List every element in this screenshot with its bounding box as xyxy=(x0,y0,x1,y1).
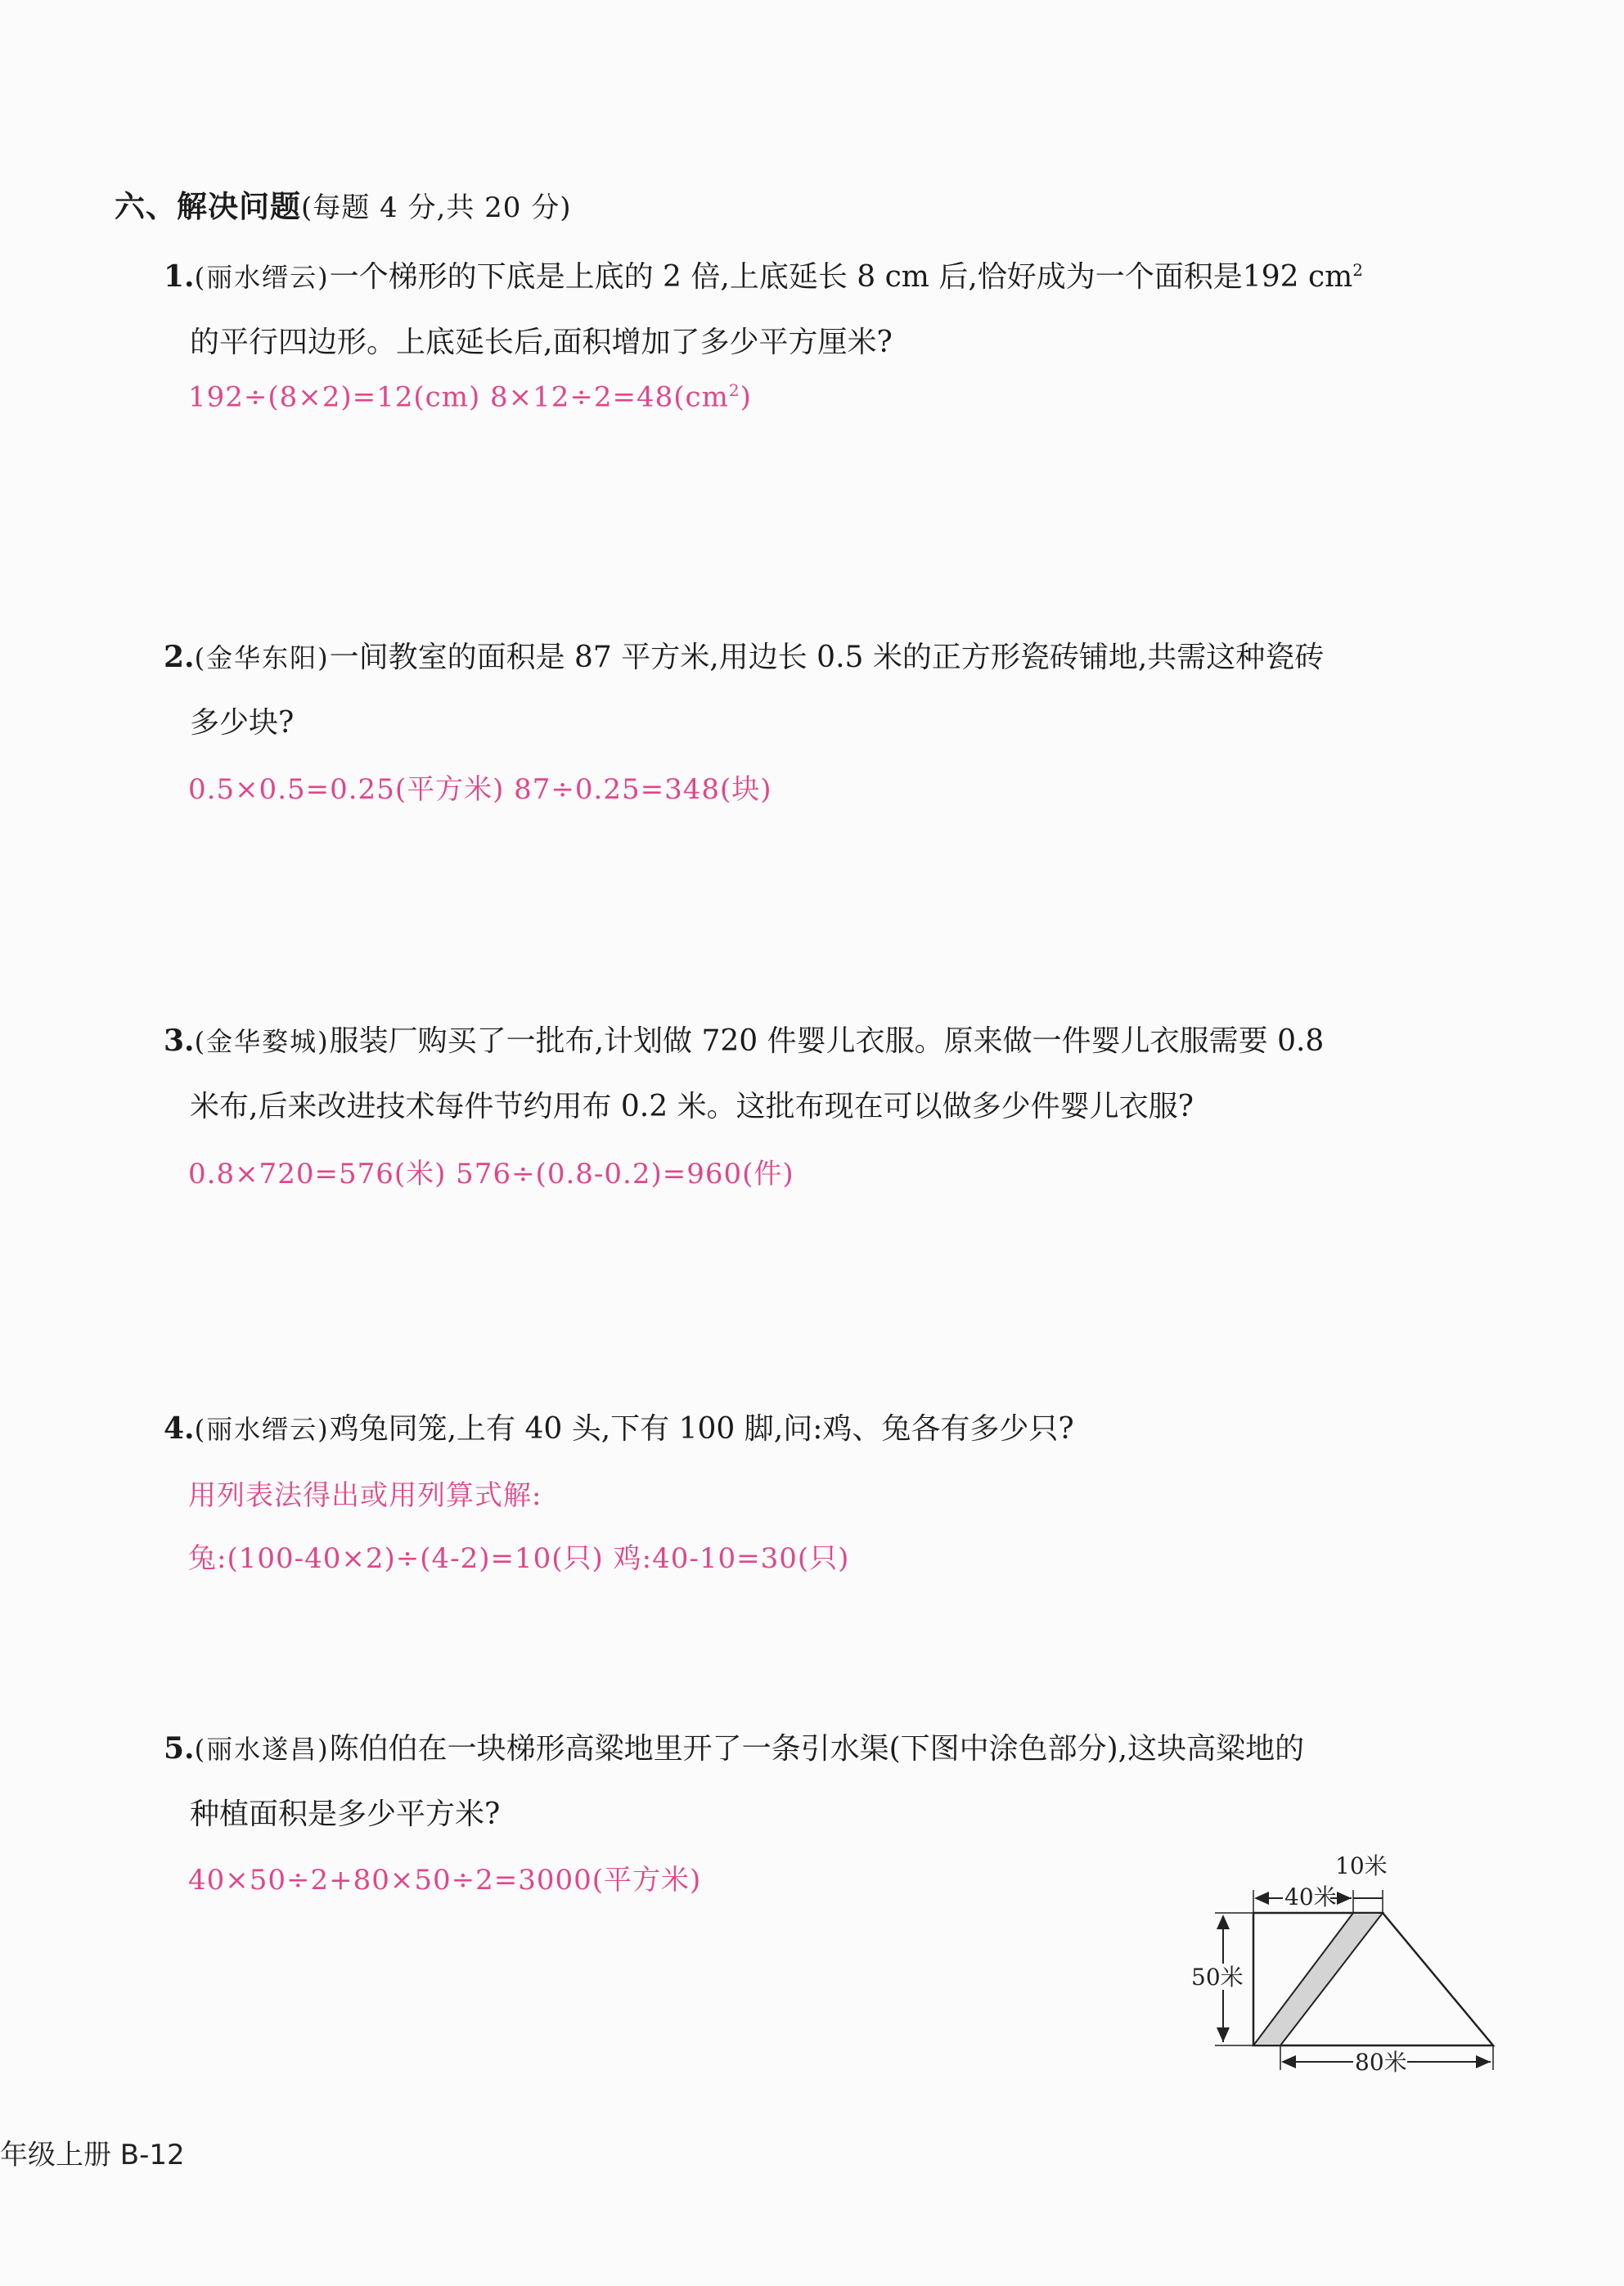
answer-4: 兔:(100-40×2)÷(4-2)=10(只) 鸡:40-10=30(只) xyxy=(188,1542,850,1575)
question-1-line-2: 的平行四边形。上底延长后,面积增加了多少平方厘米? xyxy=(190,326,893,359)
page-footer: 年级上册 B-12 xyxy=(0,2139,185,2171)
answer-text: 192÷(8×2)=12(cm) 8×12÷2=48(cm xyxy=(188,380,729,414)
question-2-line-2: 多少块? xyxy=(190,706,295,740)
question-5 xyxy=(164,1716,1505,1847)
section-scoring-note: (每题 4 分,共 20 分) xyxy=(301,191,572,224)
question-source: (金华东阳) xyxy=(194,642,330,673)
answer-5: 40×50÷2+80×50÷2=3000(平方米) xyxy=(188,1864,702,1897)
question-3-line-1 xyxy=(164,1008,1505,1074)
question-3-line-2: 米布,后来改进技术每件节约用布 0.2 米。这批布现在可以做多少件婴儿衣服? xyxy=(190,1090,1194,1123)
answer-tail: ) xyxy=(740,380,752,414)
question-source: (丽水遂昌) xyxy=(194,1734,330,1765)
trapezoid-field-figure xyxy=(1178,1841,1522,2086)
question-number: 3. xyxy=(164,1024,195,1058)
question-5-line-1 xyxy=(164,1716,1505,1782)
label-50m: 50米 xyxy=(1191,1964,1244,1991)
superscript: 2 xyxy=(1352,260,1363,280)
question-4-line-1 xyxy=(164,1396,1505,1462)
question-text: 一个梯形的下底是上底的 2 倍,上底延长 8 cm 后,恰好成为一个面积是192 cm xyxy=(329,260,1353,294)
answer-3: 0.8×720=576(米) 576÷(0.8-0.2)=960(件) xyxy=(188,1158,794,1190)
question-1 xyxy=(164,237,1505,376)
answer-1 xyxy=(188,380,752,413)
question-text: 陈伯伯在一块梯形高粱地里开了一条引水渠(下图中涂色部分),这块高粱地的 xyxy=(329,1732,1305,1766)
question-number: 4. xyxy=(164,1411,195,1446)
label-40m: 40米 xyxy=(1284,1883,1337,1910)
question-text: 鸡兔同笼,上有 40 头,下有 100 脚,问:鸡、兔各有多少只? xyxy=(329,1412,1074,1446)
section-title xyxy=(115,182,571,226)
question-1-line-1 xyxy=(164,237,1505,310)
water-channel-shaded xyxy=(1253,1913,1383,2045)
answer-2: 0.5×0.5=0.25(平方米) 87÷0.25=348(块) xyxy=(188,773,772,806)
question-number: 2. xyxy=(164,640,195,674)
question-5-line-2: 种植面积是多少平方米? xyxy=(190,1798,501,1831)
question-text: 一间教室的面积是 87 平方米,用边长 0.5 米的正方形瓷砖铺地,共需这种瓷砖 xyxy=(329,641,1325,674)
superscript: 2 xyxy=(728,380,740,400)
question-number: 1. xyxy=(164,259,195,294)
answer-4-method: 用列表法得出或用列算式解: xyxy=(188,1479,542,1512)
question-2 xyxy=(164,624,1505,756)
question-2-line-1 xyxy=(164,624,1505,691)
question-text: 服装厂购买了一批布,计划做 720 件婴儿衣服。原来做一件婴儿衣服需要 0.8 xyxy=(329,1024,1325,1058)
question-source: (丽水缙云) xyxy=(194,262,330,293)
question-source: (金华婺城) xyxy=(194,1026,330,1057)
label-10m: 10米 xyxy=(1335,1852,1388,1879)
question-source: (丽水缙云) xyxy=(194,1414,330,1445)
label-80m: 80米 xyxy=(1355,2049,1407,2076)
question-3 xyxy=(164,1008,1505,1140)
question-number: 5. xyxy=(164,1731,195,1766)
question-4 xyxy=(164,1396,1505,1462)
section-heading: 六、解决问题 xyxy=(115,188,301,224)
